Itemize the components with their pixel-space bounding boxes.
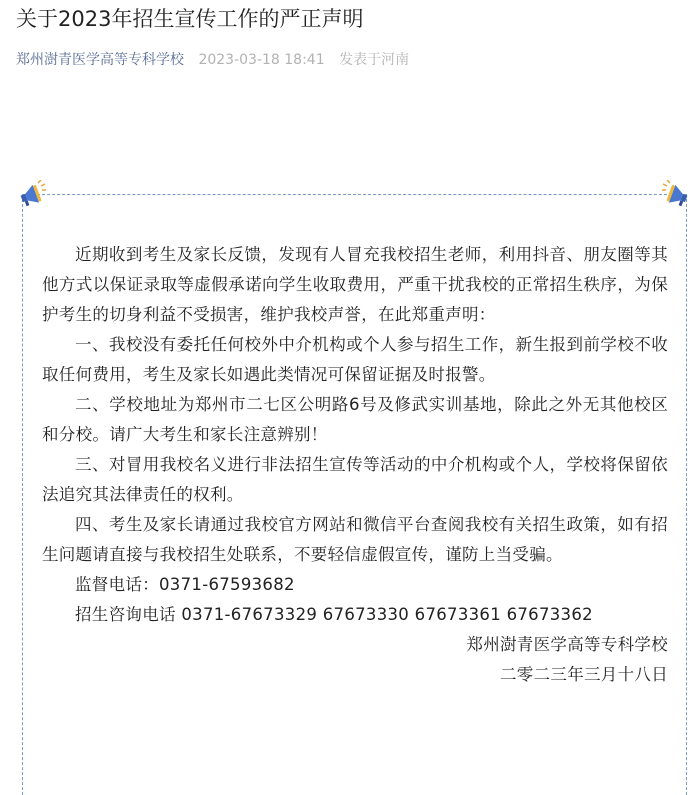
statement-body bbox=[42, 240, 668, 690]
signature-date: 二零二三年三月十八日 bbox=[500, 665, 668, 684]
article-title: 关于2023年招生宣传工作的严正声明 bbox=[16, 7, 364, 31]
intro-paragraph: 近期收到考生及家长反馈，发现有人冒充我校招生老师，利用抖音、朋友圈等其他方式以保证录取等虚假承诺向学生收取费用，严重干扰我校的正常招生秩序，为保护考生的切身利益不受损害，维护我校声誉，在此郑重声明： bbox=[42, 245, 668, 324]
megaphone-icon bbox=[16, 180, 46, 210]
consult-line: 招生咨询电话 0371-67673329 67673330 67673361 67673362 bbox=[75, 605, 593, 624]
point-four: 四、考生及家长请通过我校官方网站和微信平台查阅我校有关招生政策，如有招生问题请直接与我校招生处联系，不要轻信虚假宣传，谨防上当受骗。 bbox=[42, 515, 668, 564]
point-one: 一、我校没有委托任何校外中介机构或个人参与招生工作，新生报到前学校不收取任何费用，考生及家长如遇此类情况可保留证据及时报警。 bbox=[42, 335, 668, 384]
article-meta bbox=[16, 50, 409, 70]
point-three: 三、对冒用我校名义进行非法招生宣传等活动的中介机构或个人，学校将保留依法追究其法律责任的权利。 bbox=[42, 455, 668, 504]
signature-org: 郑州澍青医学高等专科学校 bbox=[466, 635, 668, 654]
megaphone-icon bbox=[662, 180, 692, 210]
publish-time: 2023-03-18 18:41 bbox=[198, 52, 325, 68]
point-two: 二、学校地址为郑州市二七区公明路6号及修武实训基地，除此之外无其他校区和分校。请广大考生和家长注意辨别！ bbox=[42, 395, 668, 444]
hotline-line: 监督电话：0371-67593682 bbox=[75, 575, 295, 594]
account-name-link[interactable]: 郑州澍青医学高等专科学校 bbox=[16, 52, 184, 68]
publish-location: 发表于河南 bbox=[339, 52, 410, 68]
